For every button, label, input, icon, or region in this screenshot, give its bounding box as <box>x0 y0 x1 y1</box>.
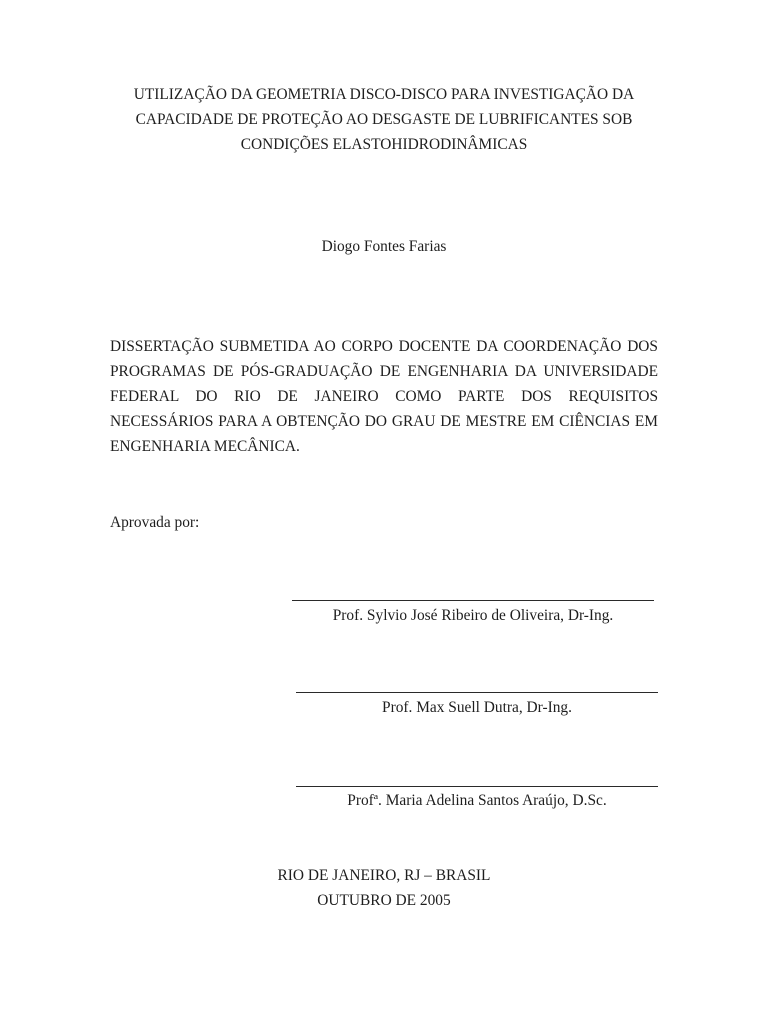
statement-line: NECESSÁRIOS PARA A OBTENÇÃO DO GRAU DE MESTRE EM CIÊNCIAS EM <box>110 413 658 430</box>
signature-line <box>292 600 654 601</box>
signature-line <box>296 786 658 787</box>
title-line: UTILIZAÇÃO DA GEOMETRIA DISCO-DISCO PARA INVESTIGAÇÃO DA <box>133 86 635 103</box>
statement-line: ENGENHARIA MECÂNICA. <box>110 438 300 455</box>
committee-member-name: Profª. Maria Adelina Santos Araújo, D.Sc. <box>347 792 607 809</box>
signature-line <box>296 692 658 693</box>
date: OUTUBRO DE 2005 <box>317 892 451 909</box>
statement-line: PROGRAMAS DE PÓS-GRADUAÇÃO DE ENGENHARIA DA UNIVERSIDADE <box>110 363 658 380</box>
title-line: CAPACIDADE DE PROTEÇÃO AO DESGASTE DE LUBRIFICANTES SOB <box>135 111 633 128</box>
statement-line: DISSERTAÇÃO SUBMETIDA AO CORPO DOCENTE DA COORDENAÇÃO DOS <box>110 338 658 355</box>
title-line: CONDIÇÕES ELASTOHIDRODINÂMICAS <box>240 136 528 153</box>
place: RIO DE JANEIRO, RJ – BRASIL <box>277 867 491 884</box>
author-name: Diogo Fontes Farias <box>321 238 447 255</box>
statement-line: FEDERAL DO RIO DE JANEIRO COMO PARTE DOS REQUISITOS <box>110 388 658 405</box>
committee-member-name: Prof. Sylvio José Ribeiro de Oliveira, Dr-Ing. <box>332 607 614 624</box>
approval-label: Aprovada por: <box>110 514 200 531</box>
committee-member-name: Prof. Max Suell Dutra, Dr-Ing. <box>382 699 572 716</box>
